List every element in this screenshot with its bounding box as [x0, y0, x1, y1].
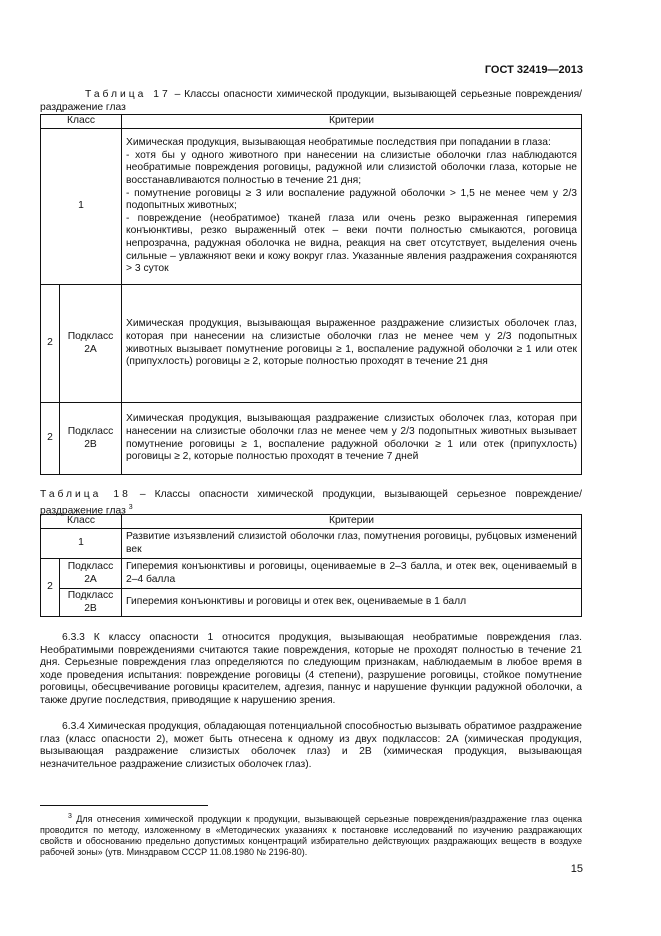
subclass-cell — [60, 285, 122, 403]
table-18 — [40, 514, 582, 617]
table-row — [41, 589, 582, 617]
page-number: 15 — [570, 863, 583, 875]
table-17 — [40, 114, 582, 475]
paragraph-6-3-3: 6.3.3 К классу опасности 1 относится продукция, вызывающая необратимые повреждения глаз. Необратимыми повреждениями считаются такие повреждения, которые не проходят полностью в течение 21 дня. Серьезные повреждения глаз определяются по следующим признакам, наблюдаемым в любое время в ходе проведения испытания: повреждение роговицы (4 степени), разрушение роговицы, стойкое помутнение роговицы, обесцвечивание роговицы красителем, адгезия, паннус и нарушение функции радужной оболочки, а также другие последствия, приводящие к нарушению зрения. — [40, 632, 582, 706]
subclass-label: Подкласс — [67, 425, 114, 437]
class-number-cell: 2 — [41, 403, 60, 475]
table-row — [41, 403, 582, 475]
table17-caption-lead: Таблица 17 — [85, 89, 171, 100]
footnote-mark: 3 — [68, 813, 72, 820]
table18-caption-text: – Классы опасности химической продукции, вызывающей серьезное повреждение/раздражение глаз — [40, 489, 582, 516]
table18-caption-lead: Таблица 18 — [40, 489, 131, 500]
criteria-cell: Гиперемия конъюнктивы и роговицы и отек век, оцениваемые в 1 балл — [122, 589, 582, 617]
subclass-cell — [60, 559, 122, 589]
subclass-code: 2В — [84, 602, 97, 614]
table-row — [41, 129, 582, 285]
footnote-divider — [40, 805, 208, 806]
criteria-cell: Химическая продукция, вызывающая выраженное раздражение слизистых оболочек глаз, которая при нанесении на слизистые оболочки глаз не менее чем у 2/3 подопытных животных вызывает помутнение роговицы ≥ 1, воспаление радужной оболочки ≥ 1 или отек (припухлость) роговицы ≥ 2, которые полностью проходят в течение 21 дня — [122, 285, 582, 403]
subclass-code: 2В — [84, 438, 97, 450]
table17-caption — [40, 89, 582, 114]
header-class: Класс — [41, 515, 122, 529]
table-row — [41, 529, 582, 559]
criteria-cell — [122, 129, 582, 285]
class-number-cell: 2 — [41, 285, 60, 403]
footnote — [40, 811, 582, 858]
criteria-cell: Гиперемия конъюнктивы и роговицы, оцениваемые в 2–3 балла, и отек век, оцениваемый в 2–4 балла — [122, 559, 582, 589]
header-class: Класс — [41, 115, 122, 129]
class-number-cell: 2 — [41, 559, 60, 617]
criteria-cell: Развитие изъязвлений слизистой оболочки глаз, помутнения роговицы, рубцовых изменений век — [122, 529, 582, 559]
header-criteria: Критерии — [122, 115, 582, 129]
header-criteria: Критерии — [122, 515, 582, 529]
table-header-row — [41, 115, 582, 129]
table-row — [41, 559, 582, 589]
subclass-code: 2А — [84, 343, 97, 355]
class-cell: 1 — [41, 129, 122, 285]
subclass-code: 2А — [84, 573, 97, 585]
footnote-text: Для отнесения химической продукции к продукции, вызывающей серьезные повреждения/раздражение глаз оценка проводится по методу, изложенному в «Методических указаниях к постановке исследований по изучению раздражающих свойств и обоснованию предельно допустимых концентраций избирательно действующих раздражающих веществ в воздухе рабочей зоны» (утв. Минздравом СССР 11.08.1980 № 2196-80). — [40, 814, 582, 857]
subclass-label: Подкласс — [67, 590, 114, 601]
criteria-line: - повреждение (необратимое) тканей глаза или очень резко выраженная гиперемия конъюнктивы, резко выраженный отек – веки почти полностью смыкаются, роговица непрозрачна, радужная оболочка не видна, реакция на свет отсутствует, выделения очень сильные – увлажняют веки и кожу вокруг глаз. Указанные явления раздражения сохраняются > 3 суток — [126, 212, 577, 275]
footnote-ref: 3 — [128, 503, 133, 511]
criteria-cell: Химическая продукция, вызывающая раздражение слизистых оболочек глаз, которая при нанесении на слизистые оболочки глаз не менее чем у 2/3 подопытных животных вызывает помутнение роговицы ≥ 1, воспаление радужной оболочки ≥ 1 или отек (припухлость) роговицы ≥ 2, которые полностью проходят в течение 7 дней — [122, 403, 582, 475]
class-cell: 1 — [41, 529, 122, 559]
paragraph-6-3-4: 6.3.4 Химическая продукция, обладающая потенциальной способностью вызывать обратимое раздражение глаз (класс опасности 2), может быть отнесена к одному из двух подклассов: 2А (химическая продукция, вызывающая раздражение слизистых оболочек глаз) и 2В (химическая продукция, вызывающая незначительное раздражение слизистых оболочек глаз). — [40, 721, 582, 770]
subclass-cell — [60, 403, 122, 475]
table-row — [41, 285, 582, 403]
subclass-label: Подкласс — [67, 330, 114, 342]
criteria-line: - помутнение роговицы ≥ 3 или воспаление радужной оболочки > 1,5 не менее чем у 2/3 подопытных животных; — [126, 187, 577, 212]
criteria-line: Химическая продукция, вызывающая необратимые последствия при попадании в глаза: — [126, 137, 551, 149]
criteria-line: - хотя бы у одного животного при нанесении на слизистые оболочки глаз наблюдаются необратимые повреждения роговицы, радужной или слизистой оболочки глаза, которые не восстанавливаются полностью в течение 21 дня; — [126, 149, 577, 187]
table17-caption-text: – Классы опасности химической продукции, вызывающей серьезные повреждения/раздражение глаз — [40, 89, 583, 113]
subclass-label: Подкласс — [67, 560, 114, 572]
document-id: ГОСТ 32419—2013 — [484, 64, 583, 76]
subclass-cell — [60, 589, 122, 617]
table-header-row — [41, 515, 582, 529]
